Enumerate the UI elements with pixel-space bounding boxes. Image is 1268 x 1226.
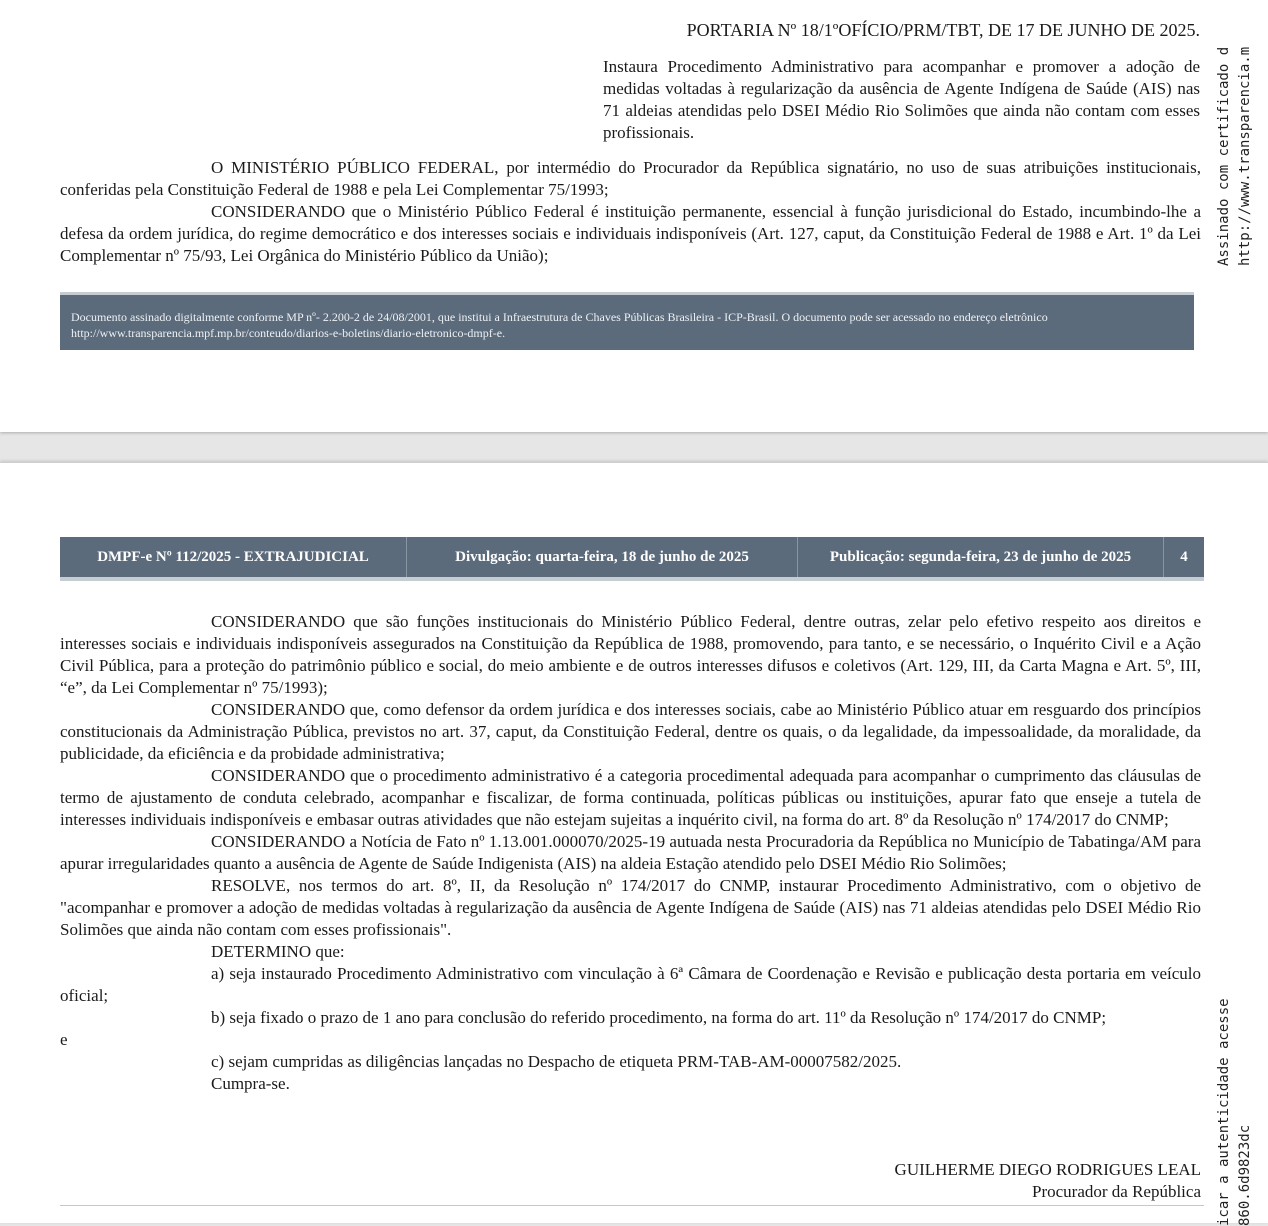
publicacao-date: Publicação: segunda-feira, 23 de junho de 2025 [797, 537, 1163, 577]
page-previous [0, 0, 1268, 432]
paragraph: RESOLVE, nos termos do art. 8º, II, da Resolução nº 174/2017 do CNMP, instaurar Procedimento Administrativo, com o objetivo de "acompanhar e promover a adoção de medidas voltadas à regularização da ausência de Agente Indígena de Saúde (AIS) nas 71 aldeias atendidas pelo DSEI Médio Rio Solimões que ainda não contam com esses profissionais". [60, 876, 1201, 939]
divulgacao-date: Divulgação: quarta-feira, 18 de junho de 2025 [406, 537, 797, 577]
publication-header [60, 537, 1204, 581]
portaria-title: PORTARIA Nº 18/1ºOFÍCIO/PRM/TBT, DE 17 DE JUNHO DE 2025. [686, 20, 1200, 40]
determination-item: b) seja fixado o prazo de 1 ano para conclusão do referido procedimento, na forma do art. 11º da Resolução nº 174/2017 do CNMP; [211, 1008, 1107, 1027]
margin-verify-text: icar a autenticidade acesse [1216, 998, 1232, 1226]
page-number: 4 [1163, 537, 1204, 577]
page2-body [60, 611, 1201, 1095]
signer-role: Procurador da República [1032, 1182, 1201, 1201]
edition-label: DMPF-e Nº 112/2025 - EXTRAJUDICIAL [97, 548, 369, 565]
margin-url-text: http://www.transparencia.m [1237, 46, 1253, 266]
margin-code-text: 860.6d9823dc [1237, 1124, 1253, 1226]
signer-name: GUILHERME DIEGO RODRIGUES LEAL [894, 1160, 1201, 1179]
paragraph: CONSIDERANDO que, como defensor da ordem jurídica e dos interesses sociais, cabe ao Ministério Público atuar em resguardo dos princípios constitucionais da Administração Pública, previstos no art. 37, caput, da Constituição Federal, dentre os quais, o da legalidade, da impessoalidade, da moralidade, da publicidade, da eficiência e da probidade administrativa; [60, 700, 1201, 763]
paragraph: O MINISTÉRIO PÚBLICO FEDERAL, por intermédio do Procurador da República signatário, no uso de suas atribuições institucionais, conferidas pela Constituição Federal de 1988 e pela Lei Complementar 75/1993; [60, 158, 1201, 199]
portaria-ementa: Instaura Procedimento Administrativo para acompanhar e promover a adoção de medidas voltadas à regularização da ausência de Agente Indígena de Saúde (AIS) nas 71 aldeias atendidas pelo DSEI Médio Rio Solimões que ainda não contam com esses profissionais. [603, 57, 1200, 142]
closing-text: Cumpra-se. [211, 1074, 290, 1093]
paragraph: CONSIDERANDO a Notícia de Fato nº 1.13.001.000070/2025-19 autuada nesta Procuradoria da República no Município de Tabatinga/AM para apurar irregularidades quanto a ausência de Agente de Saúde Indigenista (AIS) na aldeia Estação atendido pelo DSEI Médio Rio Solimões; [60, 832, 1201, 873]
signature-block [895, 1159, 1201, 1203]
page-current [0, 462, 1268, 1223]
determination-item: a) seja instaurado Procedimento Administrativo com vinculação à 6ª Câmara de Coordenação e Revisão e publicação desta portaria em veículo oficial; [60, 964, 1201, 1005]
determino-heading: DETERMINO que: [211, 942, 345, 961]
digital-signature-notice: Documento assinado digitalmente conforme MP nº- 2.200-2 de 24/08/2001, que institui a Infraestrutura de Chaves Públicas Brasileira - ICP-Brasil. O documento pode ser acessado no endereço eletrônico http://www.transparencia.mpf.mp.br/conteudo/diarios-e-boletins/diario-eletronico-dmpf-e. [60, 292, 1194, 350]
page1-body [60, 157, 1201, 267]
paragraph: CONSIDERANDO que são funções institucionais do Ministério Público Federal, dentre outras, zelar pelo efetivo respeito aos direitos e interesses sociais e individuais indisponíveis assegurados na Constituição da República de 1988, promovendo, para tanto, e se necessário, o Inquérito Civil e a Ação Civil Pública, para a proteção do patrimônio público e social, do meio ambiente e de outros interesses difusos e coletivos (Art. 129, III, da Carta Magna e Art. 5º, III, “e”, da Lei Complementar nº 75/1993); [60, 612, 1201, 697]
paragraph: CONSIDERANDO que o Ministério Público Federal é instituição permanente, essencial à função jurisdicional do Estado, incumbindo-lhe a defesa da ordem jurídica, do regime democrático e dos interesses sociais e individuais indisponíveis (Art. 127, caput, da Constituição Federal de 1988 e Art. 1º da Lei Complementar nº 75/93, Lei Orgânica do Ministério Público da União); [60, 202, 1201, 265]
paragraph: CONSIDERANDO que o procedimento administrativo é a categoria procedimental adequada para acompanhar o cumprimento das cláusulas de termo de ajustamento de conduta celebrado, acompanhar e fiscalizar, de forma continuada, políticas públicas ou instituições, apurar fato que enseje a tutela de interesses individuais indisponíveis e embasar outras atividades que não estejam sujeitas a inquérito civil, na forma do art. 8º da Resolução nº 174/2017 do CNMP; [60, 766, 1201, 829]
footer-divider [60, 1205, 1204, 1206]
conjunction-text: e [60, 1030, 68, 1049]
determination-item: c) sejam cumpridas as diligências lançadas no Despacho de etiqueta PRM-TAB-AM-00007582/2025. [211, 1052, 902, 1071]
margin-certificate-text: Assinado com certificado d [1216, 46, 1232, 266]
